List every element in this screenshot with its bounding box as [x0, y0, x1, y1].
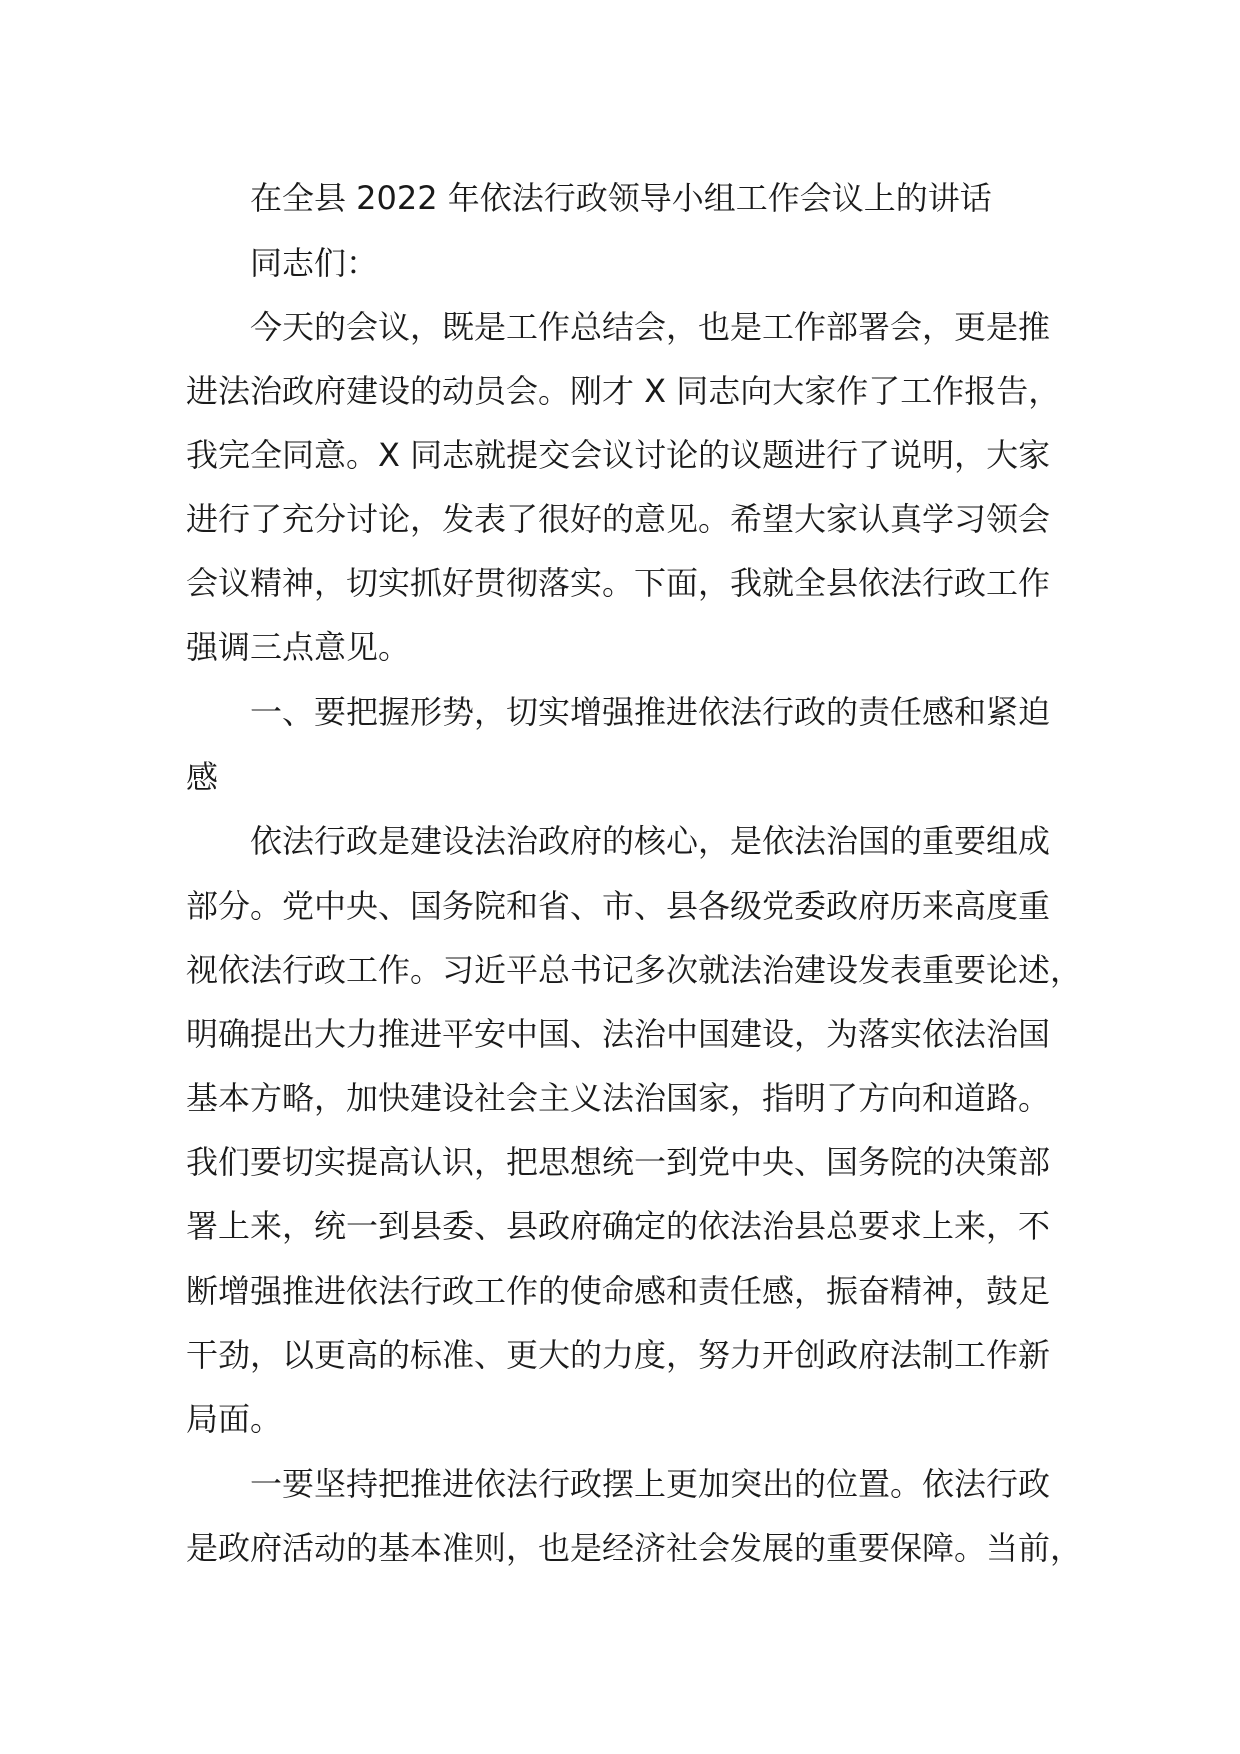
paragraph-line: 基本方略，加快建设社会主义法治国家，指明了方向和道路。 — [186, 1079, 1051, 1117]
paragraph-line: 进行了充分讨论，发表了很好的意见。希望大家认真学习领会 — [186, 500, 1051, 538]
paragraph-line: 进法治政府建设的动员会。刚才 X 同志向大家作了工作报告， — [186, 372, 1061, 410]
paragraph-line: 会议精神，切实抓好贯彻落实。下面，我就全县依法行政工作 — [186, 564, 1051, 602]
paragraph-line: 一要坚持把推进依法行政摆上更加突出的位置。依法行政 — [250, 1465, 1051, 1503]
paragraph-line: 明确提出大力推进平安中国、法治中国建设，为落实依法治国 — [186, 1015, 1051, 1053]
paragraph-line: 我们要切实提高认识，把思想统一到党中央、国务院的决策部 — [186, 1143, 1051, 1181]
paragraph-line: 是政府活动的基本准则，也是经济社会发展的重要保障。当前， — [186, 1529, 1083, 1567]
paragraph-line: 视依法行政工作。习近平总书记多次就法治建设发表重要论述， — [186, 951, 1083, 989]
paragraph-line: 干劲，以更高的标准、更大的力度，努力开创政府法制工作新 — [186, 1336, 1051, 1374]
paragraph-line: 署上来，统一到县委、县政府确定的依法治县总要求上来，不 — [186, 1207, 1051, 1245]
paragraph-line: 部分。党中央、国务院和省、市、县各级党委政府历来高度重 — [186, 887, 1051, 925]
paragraph-line: 今天的会议，既是工作总结会，也是工作部署会，更是推 — [250, 308, 1051, 346]
paragraph-line: 强调三点意见。 — [186, 628, 411, 666]
paragraph-line: 局面。 — [186, 1400, 283, 1438]
paragraph-line: 我完全同意。X 同志就提交会议讨论的议题进行了说明，大家 — [186, 436, 1051, 474]
section-heading-cont: 感 — [186, 758, 219, 796]
salutation: 同志们： — [250, 244, 379, 282]
document-title: 在全县 2022 年依法行政领导小组工作会议上的讲话 — [250, 179, 992, 217]
paragraph-line: 断增强推进依法行政工作的使命感和责任感，振奋精神，鼓足 — [186, 1272, 1051, 1310]
section-heading: 一、要把握形势，切实增强推进依法行政的责任感和紧迫 — [250, 693, 1051, 731]
paragraph-line: 依法行政是建设法治政府的核心，是依法治国的重要组成 — [250, 822, 1051, 860]
